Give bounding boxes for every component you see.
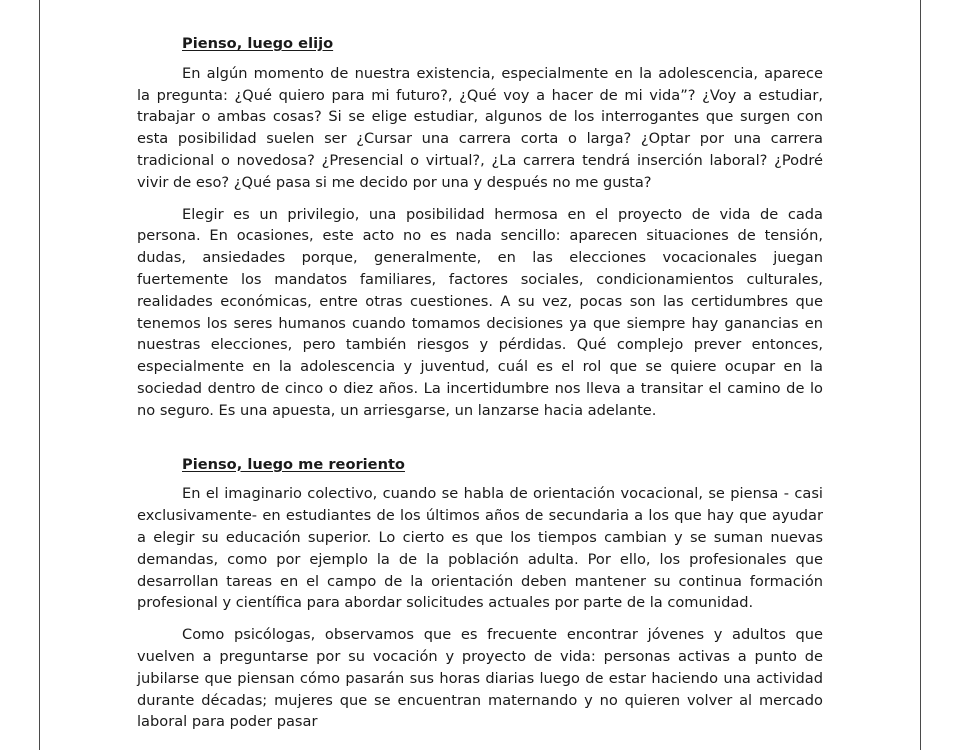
paragraph: En algún momento de nuestra existencia, especialmente en la adolescencia, aparece la pregunta: ¿Qué quiero para mi futuro?, ¿Qué voy a hacer de mi vida”? ¿Voy a estudiar, trabajar o ambas cosas? Si se elige estudiar, algunos de los interrogantes que surgen con esta posibilidad suelen ser ¿Cursar una carrera corta o larga? ¿Optar por una carrera tradicional o novedosa? ¿Presencial o virtual?, ¿La carrera tendrá inserción laboral? ¿Podré vivir de eso? ¿Qué pasa si me decido por una y después no me gusta?	[137, 64, 823, 191]
page-border-right	[920, 0, 921, 750]
section-heading: Pienso, luego elijo	[182, 35, 334, 52]
document-body	[137, 33, 823, 743]
section-heading: Pienso, luego me reoriento	[182, 455, 405, 473]
paragraph: Elegir es un privilegio, una posibilidad hermosa en el proyecto de vida de cada persona. En ocasiones, este acto no es nada sencillo: aparecen situaciones de tensión, dudas, ansiedades porque, generalmente, en las elecciones vocacionales juegan fuertemente los mandatos familiares, factores sociales, condicionamientos culturales, realidades económicas, entre otras cuestiones. A su vez, pocas son las certidumbres que tenemos los seres humanos cuando tomamos decisiones ya que siempre hay ganancias en nuestras elecciones, pero también riesgos y pérdidas. Qué complejo prever entonces, especialmente en la adolescencia y juventud, cuál es el rol que se quiere ocupar en la sociedad dentro de cinco o diez años. La incertidumbre nos lleva a transitar el camino de lo no seguro. Es una apuesta, un arriesgarse, un lanzarse hacia adelante.	[137, 205, 823, 419]
page-border-left	[39, 0, 40, 750]
paragraph: Como psicólogas, observamos que es frecuente encontrar jóvenes y adultos que vuelven a preguntarse por su vocación y proyecto de vida: personas activas a punto de jubilarse que piensan cómo pasarán sus horas diarias luego de estar haciendo una actividad durante décadas; mujeres que se encuentran maternando y no quieren volver al mercado laboral para poder pasar	[137, 626, 823, 731]
section-spacer	[137, 432, 823, 454]
paragraph: En el imaginario colectivo, cuando se habla de orientación vocacional, se piensa - casi exclusivamente- en estudiantes de los últimos años de secundaria a los que hay que ayudar a elegir su educación superior. Lo cierto es que los tiempos cambian y se suman nuevas demandas, como por ejemplo la de la población adulta. Por ello, los profesionales que desarrollan tareas en el campo de la orientación deben mantener su continua formación profesional y científica para abordar solicitudes actuales por parte de la comunidad.	[137, 485, 823, 612]
